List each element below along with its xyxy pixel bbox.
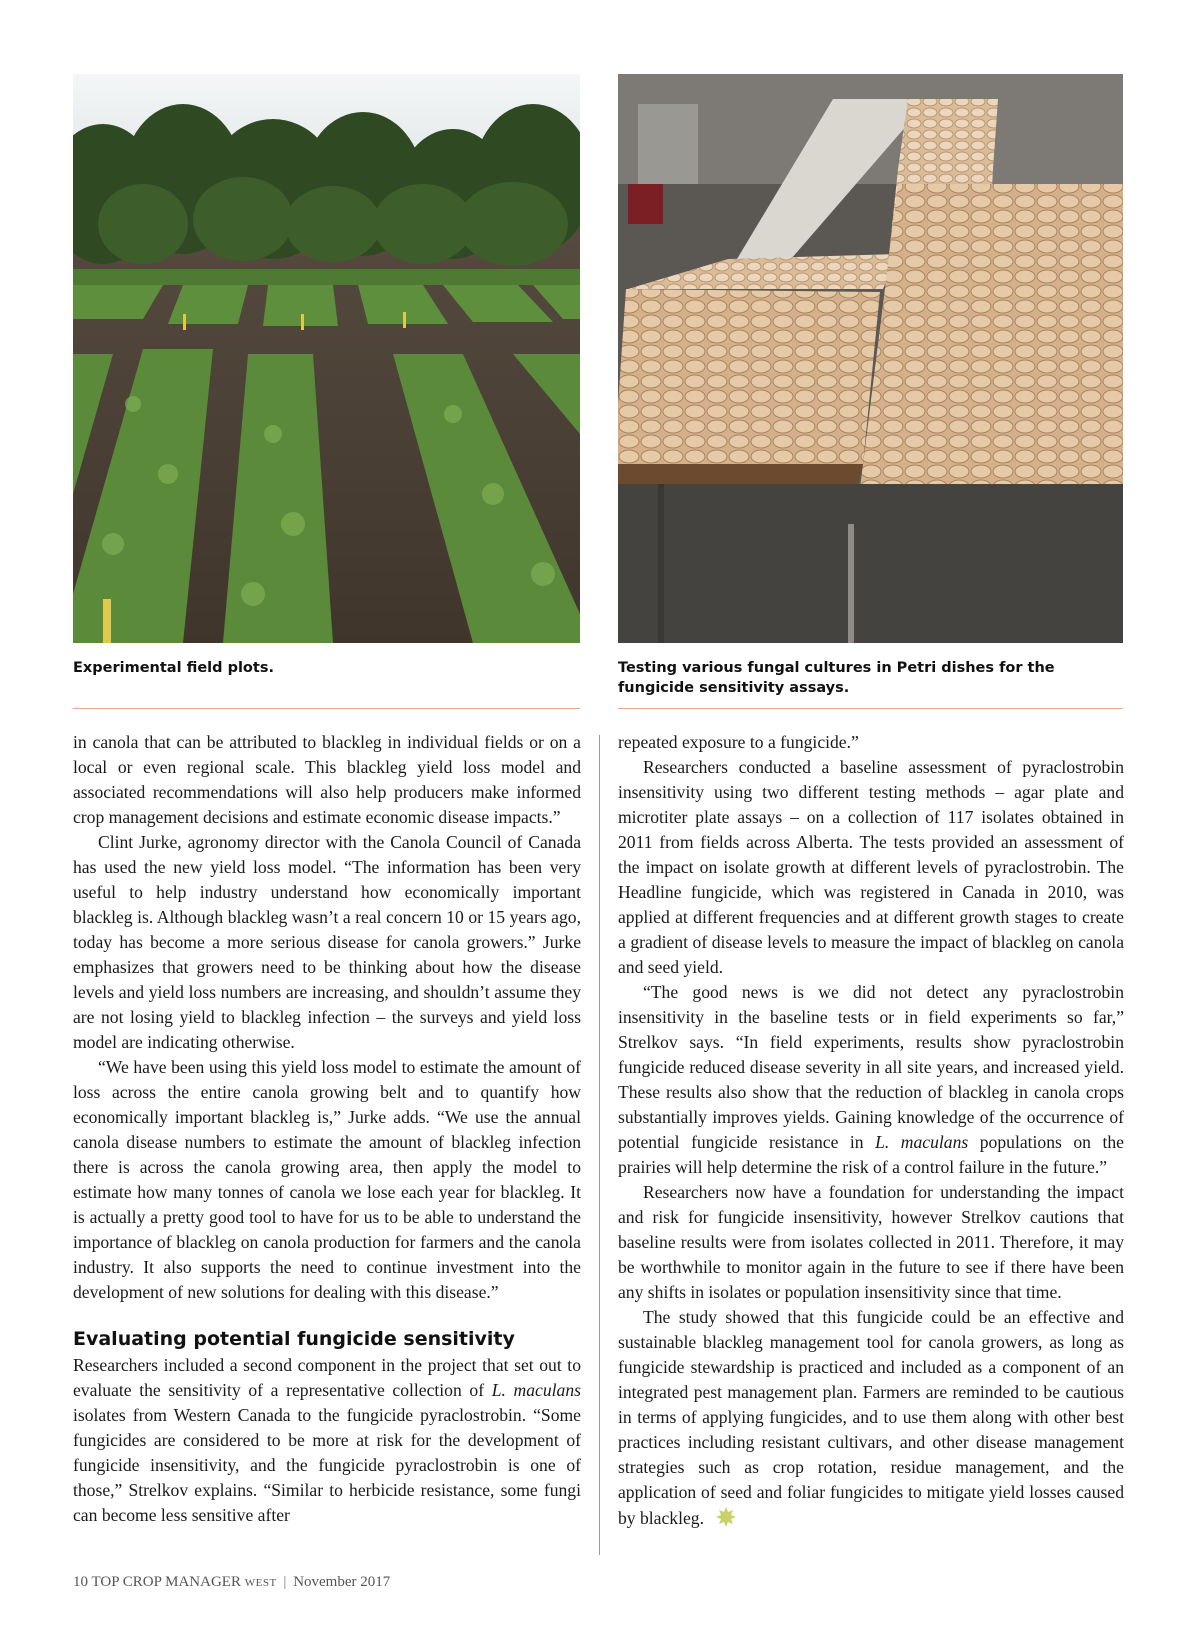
paragraph: in canola that can be attributed to blackleg in individual fields or on a local or even regional scale. This blackleg yield loss model and associated recommendations will also help producers make informed crop management decisions and estimate economic disease impacts.” bbox=[73, 732, 581, 827]
caption-divider-right bbox=[618, 708, 1123, 709]
petri-dishes-photo bbox=[618, 74, 1123, 643]
issue-date: November 2017 bbox=[293, 1574, 391, 1590]
paragraph: Researchers now have a foundation for understanding the impact and risk for fungicide insensitivity, however Strelkov cautions that baseline results were from isolates collected in 2011. Therefore, it may be worthwhile to monitor again in the future to see if there have been any shifts in isolates or population insensitivity since that time. bbox=[618, 1182, 1124, 1302]
page-number: 10 bbox=[73, 1574, 88, 1590]
paragraph: The study showed that this fungicide could be an effective and sustainable blackleg management tool for canola growers, as long as fungicide stewardship is practiced and included as a component of an integrated pest management plan. Farmers are reminded to be cautious in terms of applying fungicides, and to use them along with other best practices including resistant cultivars, and other disease management strategies such as crop rotation, residue management, and the application of seed and foliar fungicides to mitigate yield losses caused by blackleg. bbox=[618, 1307, 1124, 1528]
article-column-left bbox=[73, 730, 581, 1528]
paragraph: Researchers included a second component in the project that set out to evaluate the sensitivity of a representative collection of L. maculans isolates from Western Canada to the fungicide pyraclostrobin. “Some fungicides are considered to be more at risk for the development of fungicide insensitivity, and the fungicide pyraclostrobin is one of those,” Strelkov explains. “Similar to herbicide resistance, some fungi can become less sensitive after bbox=[73, 1355, 581, 1525]
section-heading: Evaluating potential fungicide sensitivity bbox=[73, 1328, 515, 1350]
footer-separator: | bbox=[283, 1574, 287, 1590]
species-name: L. maculans bbox=[875, 1132, 969, 1152]
page-footer bbox=[73, 1574, 390, 1591]
paragraph: Researchers conducted a baseline assessment of pyraclostrobin insensitivity using two different testing methods – agar plate and microtiter plate assays – on a collection of 117 isolates obtained in 2011 from fields across Alberta. The tests provided an assessment of the impact on isolate growth at different levels of pyraclostrobin. The Headline fungicide, which was registered in Canada in 2010, was applied at different frequencies and at different growth stages to create a gradient of disease levels to measure the impact of blackleg on canola and seed yield. bbox=[618, 757, 1124, 977]
field-plots-photo bbox=[73, 74, 580, 643]
leaf-icon bbox=[714, 1505, 738, 1529]
column-divider bbox=[599, 735, 600, 1555]
article-column-right bbox=[618, 730, 1124, 1531]
paragraph: “We have been using this yield loss model to estimate the amount of loss across the entire canola growing belt and to quantify how economically important blackleg is,” Jurke adds. “We use the annual canola disease numbers to estimate the amount of blackleg infection there is across the canola growing area, then apply the model to estimate how many tonnes of canola we lose each year for blackleg. It is actually a pretty good tool to have for us to be able to understand the importance of blackleg on canola production for farmers and the canola industry. It also supports the need to continue investment into the development of new solutions for dealing with this disease.” bbox=[73, 1057, 581, 1302]
magazine-edition: WEST bbox=[244, 1577, 277, 1589]
paragraph: Clint Jurke, agronomy director with the Canola Council of Canada has used the new yield loss model. “The information has been very useful to help industry understand how economically important blackleg is. Although blackleg wasn’t a real concern 10 or 15 years ago, today has become a more serious disease for canola growers.” Jurke emphasizes that growers need to be thinking about how the disease levels and yield loss numbers are increasing, and shouldn’t assume they are not losing yield to blackleg infection – the surveys and yield loss model are indicating otherwise. bbox=[73, 832, 581, 1052]
species-name: L. maculans bbox=[491, 1380, 581, 1400]
paragraph: “The good news is we did not detect any pyraclostrobin insensitivity in the baseline tests or in field experiments so far,” Strelkov says. “In field experiments, results show pyraclostrobin fungicide reduced disease severity in all site years, and increased yield. These results also show that the reduction of blackleg in canola crops substantially improves yields. Gaining knowledge of the occurrence of potential fungicide resistance in L. maculans populations on the prairies will help determine the risk of a control failure in the future.” bbox=[618, 982, 1124, 1177]
figure-caption-right: Testing various fungal cultures in Petri dishes for the fungicide sensitivity assays. bbox=[618, 660, 1055, 696]
paragraph: repeated exposure to a fungicide.” bbox=[618, 732, 859, 752]
magazine-name: TOP CROP MANAGER bbox=[91, 1574, 241, 1590]
caption-divider-left bbox=[73, 708, 580, 709]
figure-caption-left: Experimental field plots. bbox=[73, 660, 274, 676]
